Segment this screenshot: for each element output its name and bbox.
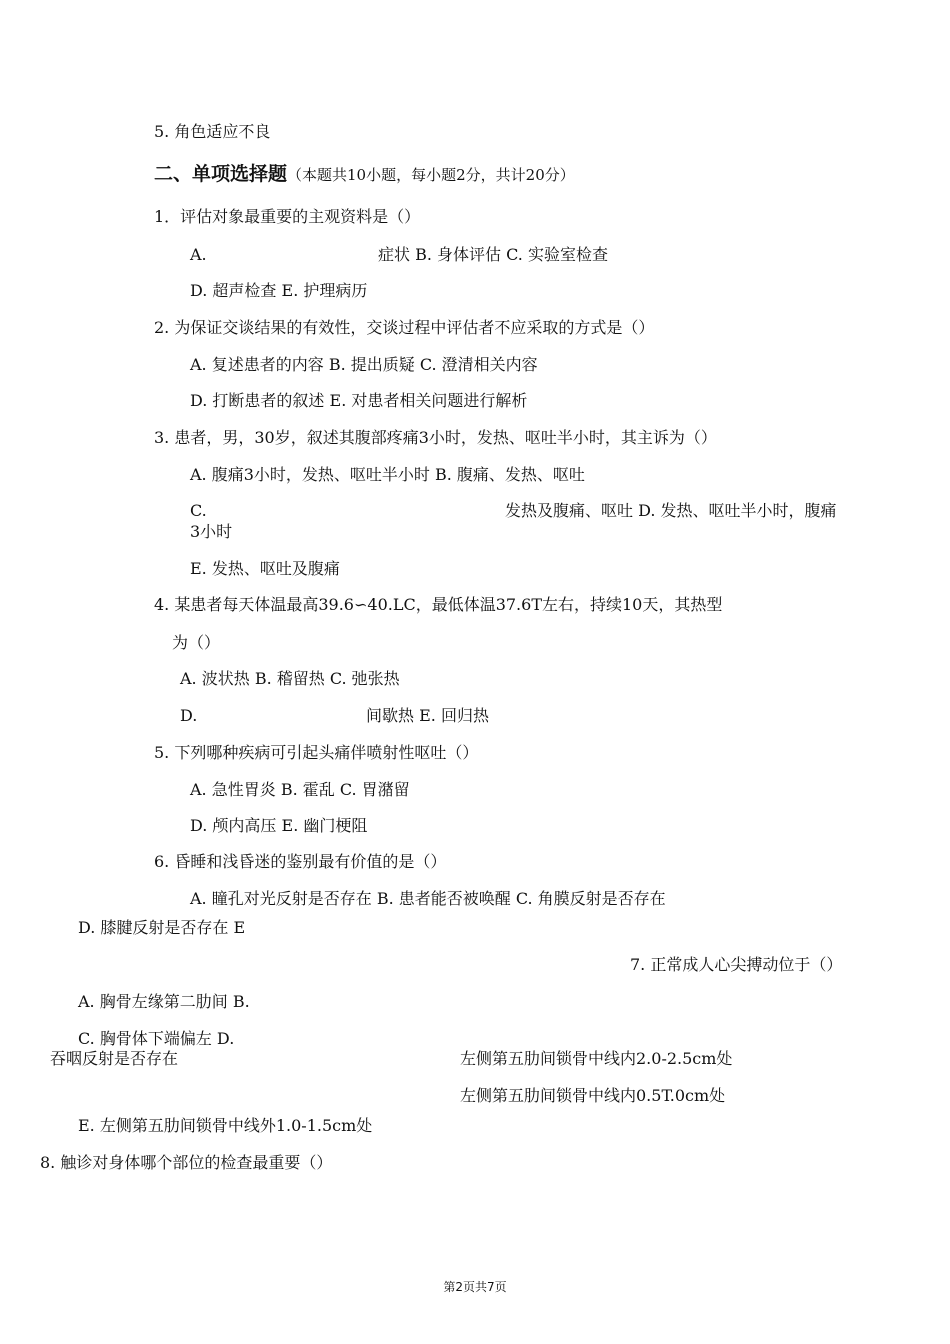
question-4-continued: 为（） xyxy=(172,633,221,652)
option-line: 吞咽反射是否存在 xyxy=(50,1049,179,1068)
option-line: A. 胸骨左缘第二肋间 B. xyxy=(78,992,250,1011)
section-heading xyxy=(154,162,575,187)
question-8: 8. 触诊对身体哪个部位的检查最重要（） xyxy=(40,1153,333,1172)
question-1: 1．评估对象最重要的主观资料是（） xyxy=(154,207,421,226)
question-7: 7. 正常成人心尖搏动位于（） xyxy=(630,955,843,974)
option-line: D. 打断患者的叙述 E. 对患者相关问题进行解析 xyxy=(190,391,528,410)
option-line: 发热及腹痛、呕吐 D. 发热、呕吐半小时，腹痛 xyxy=(505,501,837,520)
option-line: C. xyxy=(190,501,207,520)
option-line: C. 胸骨体下端偏左 D. xyxy=(78,1029,235,1048)
option-line: 左侧第五肋间锁骨中线内2.0-2.5cm处 xyxy=(460,1049,733,1068)
option-line: A. xyxy=(190,245,207,264)
option-line: 左侧第五肋间锁骨中线内0.5T.0cm处 xyxy=(460,1086,726,1105)
section-note: （本题共10小题，每小题2分，共计20分） xyxy=(287,166,575,184)
question-4: 4. 某患者每天体温最高39.6∽40.LC，最低体温37.6T左右，持续10天，其热型 xyxy=(154,595,723,614)
question-item-text: 5. 角色适应不良 xyxy=(154,122,271,141)
option-line: E. 左侧第五肋间锁骨中线外1.0-1.5cm处 xyxy=(78,1116,373,1135)
option-line: A. 波状热 B. 稽留热 C. 弛张热 xyxy=(180,669,400,688)
option-line: A. 急性胃炎 B. 霍乱 C. 胃潴留 xyxy=(190,780,410,799)
option-line: D. 超声检查 E. 护理病历 xyxy=(190,281,368,300)
question-5: 5. 下列哪种疾病可引起头痛伴喷射性呕吐（） xyxy=(154,743,479,762)
option-line: D. xyxy=(180,706,198,725)
option-line: E. 发热、呕吐及腹痛 xyxy=(190,559,340,578)
option-line: A. 复述患者的内容 B. 提出质疑 C. 澄清相关内容 xyxy=(190,355,538,374)
option-line: A. 瞳孔对光反射是否存在 B. 患者能否被唤醒 C. 角膜反射是否存在 xyxy=(190,889,666,908)
option-line: D. 颅内高压 E. 幽门梗阻 xyxy=(190,816,368,835)
option-line: 间歇热 E. 回归热 xyxy=(366,706,489,725)
option-line: A. 腹痛3小时，发热、呕吐半小时 B. 腹痛、发热、呕吐 xyxy=(190,465,585,484)
question-3: 3. 患者，男，30岁，叙述其腹部疼痛3小时，发热、呕吐半小时，其主诉为（） xyxy=(154,428,717,447)
section-title: 二、单项选择题 xyxy=(154,163,288,185)
page-number: 第2页共7页 xyxy=(443,1280,507,1294)
option-line: 症状 B. 身体评估 C. 实验室检查 xyxy=(378,245,608,264)
question-2: 2. 为保证交谈结果的有效性，交谈过程中评估者不应采取的方式是（） xyxy=(154,318,655,337)
option-line: D. 膝腱反射是否存在 E xyxy=(78,918,246,937)
option-line: 3小时 xyxy=(190,522,233,541)
question-6: 6. 昏睡和浅昏迷的鉴别最有价值的是（） xyxy=(154,852,447,871)
